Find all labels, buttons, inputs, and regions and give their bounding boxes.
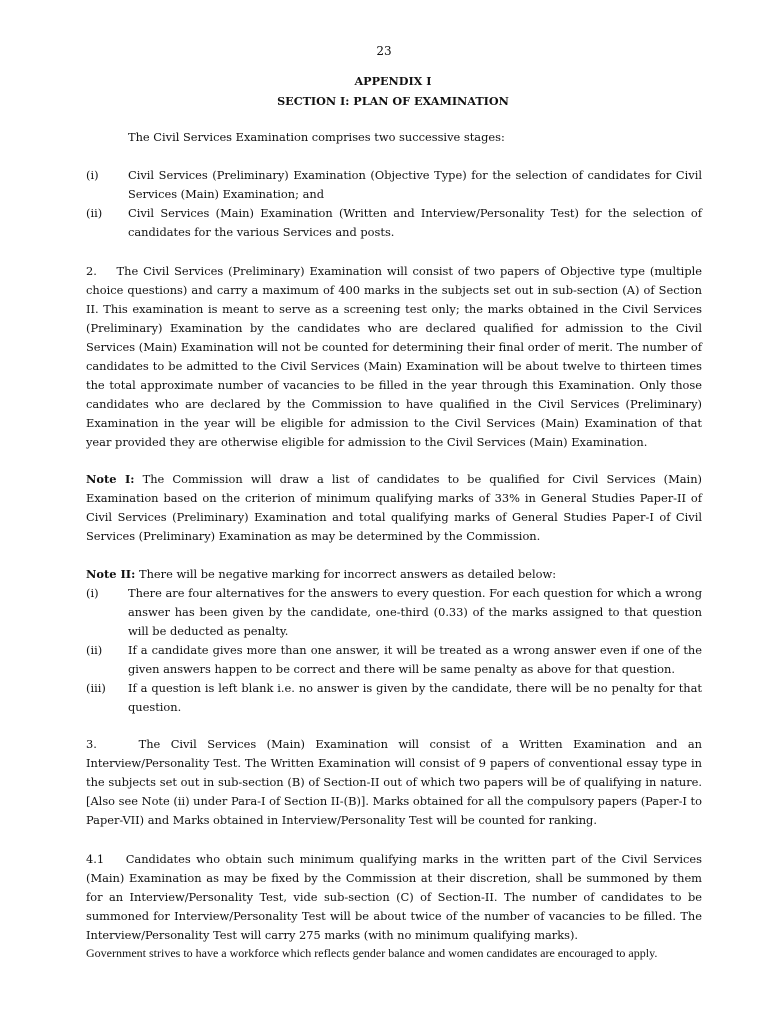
list-item	[86, 166, 702, 204]
list-item-text: If a question is left blank i.e. no answer is given by the candidate, there will be no penalty for that question.	[128, 681, 702, 714]
note-2-label: Note II:	[86, 567, 136, 581]
note-2-text: There will be negative marking for incorrect answers as detailed below:	[135, 567, 557, 581]
footer-note	[86, 945, 702, 961]
list-item-text: Civil Services (Preliminary) Examination (Objective Type) for the selection of candidates for Civil Services (Main) Examination; and	[128, 168, 702, 201]
stages-list	[86, 166, 702, 242]
appendix-title: APPENDIX I	[354, 74, 432, 88]
list-item-number: (ii)	[86, 643, 103, 657]
list-item-number: (ii)	[86, 206, 103, 220]
list-item-number: (i)	[86, 586, 99, 600]
note-1-label: Note I:	[86, 472, 135, 486]
note-1	[86, 470, 702, 546]
paragraph-2	[86, 262, 702, 452]
note-2	[86, 565, 702, 717]
list-item-text: There are four alternatives for the answers to every question. For each question for which a wrong answer has been given by the candidate, one-third (0.33) of the marks assigned to that question will be deducted as penalty.	[128, 586, 702, 638]
footer-text: Government strives to have a workforce which reflects gender balance and women candidates are encouraged to apply.	[86, 946, 658, 960]
paragraph-4-1	[86, 850, 702, 945]
list-item	[86, 584, 702, 641]
paragraph-4-1-text: 4.1 Candidates who obtain such minimum qualifying marks in the written part of the Civil Services (Main) Examination as may be fixed by the Commission at their discretion, shall be summoned by them for an Interview/Personality Test, vide sub-section (C) of Section-II. The number of candidates to be summoned for Interview/Personality Test will be about twice of the number of vacancies to be filled. The Interview/Personality Test will carry 275 marks (with no minimum qualifying marks).	[86, 852, 702, 942]
intro-text: The Civil Services Examination comprises two successive stages:	[128, 130, 505, 144]
negative-marking-list	[86, 584, 702, 717]
paragraph-3	[86, 735, 702, 830]
paragraph-2-text: 2. The Civil Services (Preliminary) Examination will consist of two papers of Objective type (multiple choice questions) and carry a maximum of 400 marks in the subjects set out in sub-section (A) of Section II. This examination is meant to serve as a screening test only; the marks obtained in the Civil Services (Preliminary) Examination by the candidates who are declared qualified for admission to the Civil Services (Main) Examination will not be counted for determining their final order of merit. The number of candidates to be admitted to the Civil Services (Main) Examination will be about twelve to thirteen times the total approximate number of vacancies to be filled in the year through this Examination. Only those candidates who are declared by the Commission to have qualified in the Civil Services (Preliminary) Examination in the year will be eligible for admission to the Civil Services (Main) Examination of that year provided they are otherwise eligible for admission to the Civil Services (Main) Examination.	[86, 264, 702, 449]
list-item	[86, 679, 702, 717]
list-item-number: (iii)	[86, 681, 106, 695]
note-1-text: The Commission will draw a list of candidates to be qualified for Civil Services (Main) Examination based on the criterion of minimum qualifying marks of 33% in General Studies Paper-II of Civil Services (Preliminary) Examination and total qualifying marks of General Studies Paper-I of Civil Services (Preliminary) Examination as may be determined by the Commission.	[86, 472, 702, 543]
page-number: 23	[376, 44, 392, 58]
paragraph-3-text: 3. The Civil Services (Main) Examination will consist of a Written Examination and an Interview/Personality Test. The Written Examination will consist of 9 papers of conventional essay type in the subjects set out in sub-section (B) of Section-II out of which two papers will be of qualifying in nature. [Also see Note (ii) under Para-I of Section II-(B)]. Marks obtained for all the compulsory papers (Paper-I to Paper-VII) and Marks obtained in Interview/Personality Test will be counted for ranking.	[86, 737, 702, 827]
intro-paragraph	[86, 128, 744, 147]
list-item	[86, 204, 702, 242]
list-item	[86, 641, 702, 679]
list-item-text: If a candidate gives more than one answer, it will be treated as a wrong answer even if one of the given answers happen to be correct and there will be same penalty as above for that question.	[128, 643, 702, 676]
section-title: SECTION I: PLAN OF EXAMINATION	[277, 94, 509, 108]
list-item-number: (i)	[86, 168, 99, 182]
list-item-text: Civil Services (Main) Examination (Written and Interview/Personality Test) for the selection of candidates for the various Services and posts.	[128, 206, 702, 239]
